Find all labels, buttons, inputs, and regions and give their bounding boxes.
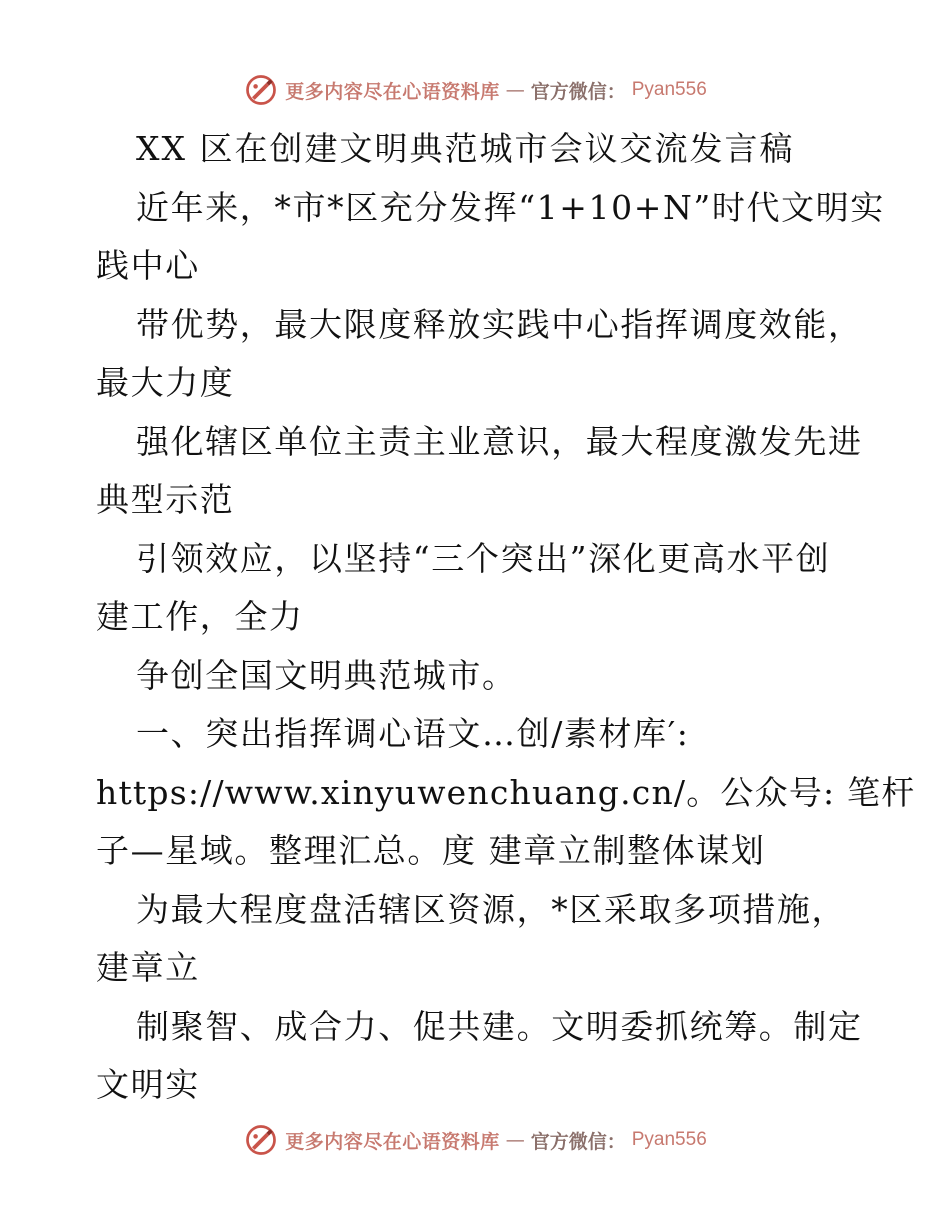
paragraph-line: 最大力度	[96, 363, 235, 402]
pen-logo-icon	[243, 1122, 279, 1158]
watermark-separator: —	[505, 1129, 525, 1151]
paragraph-line: 带优势，最大限度释放实践中心指挥调度效能，	[136, 304, 863, 344]
section-heading: 一、突出指挥调心语文…创/素材库′:	[136, 714, 690, 753]
watermark-text: 更多内容尽在心语资料库	[285, 1130, 500, 1153]
footer-watermark	[0, 1120, 950, 1160]
watermark-contact-label: 官方微信：	[530, 80, 626, 103]
paragraph-line: 文明实	[96, 1065, 200, 1104]
watermark-group	[243, 72, 707, 108]
watermark-group	[243, 1122, 707, 1158]
watermark-contact-id: Pyan556	[631, 1129, 707, 1150]
paragraph-line: 建工作，全力	[96, 597, 304, 636]
watermark-text: 更多内容尽在心语资料库	[285, 80, 500, 103]
watermark-contact-id: Pyan556	[631, 79, 707, 100]
document-title: XX 区在创建文明典范城市会议交流发言稿	[136, 129, 795, 168]
paragraph-line: 典型示范	[96, 480, 235, 519]
paragraph-line: 引领效应，以坚持“三个突出”深化更高水平创	[136, 538, 831, 578]
paragraph-line: 制聚智、成合力、促共建。文明委抓统筹。制定	[136, 1006, 863, 1046]
paragraph-line: 强化辖区单位主责主业意识，最大程度激发先进	[136, 421, 863, 461]
header-watermark	[0, 70, 950, 110]
paragraph-line: 近年来，*市*区充分发挥“1+10+N”时代文明实	[136, 187, 885, 227]
paragraph-line: 子—星域。整理汇总。度 建章立制整体谋划	[96, 831, 766, 870]
url-line: https://www.xinyuwenchuang.cn/。公众号: 笔杆	[96, 772, 916, 812]
paragraph-line: 争创全国文明典范城市。	[136, 655, 517, 695]
paragraph-line: 建章立	[96, 948, 200, 987]
document-body	[96, 120, 916, 1115]
paragraph-line: 践中心	[96, 246, 200, 285]
watermark-separator: —	[505, 79, 525, 101]
paragraph-line: 为最大程度盘活辖区资源，*区采取多项措施，	[136, 889, 847, 929]
watermark-contact-label: 官方微信：	[530, 1130, 626, 1153]
pen-logo-icon	[243, 72, 279, 108]
